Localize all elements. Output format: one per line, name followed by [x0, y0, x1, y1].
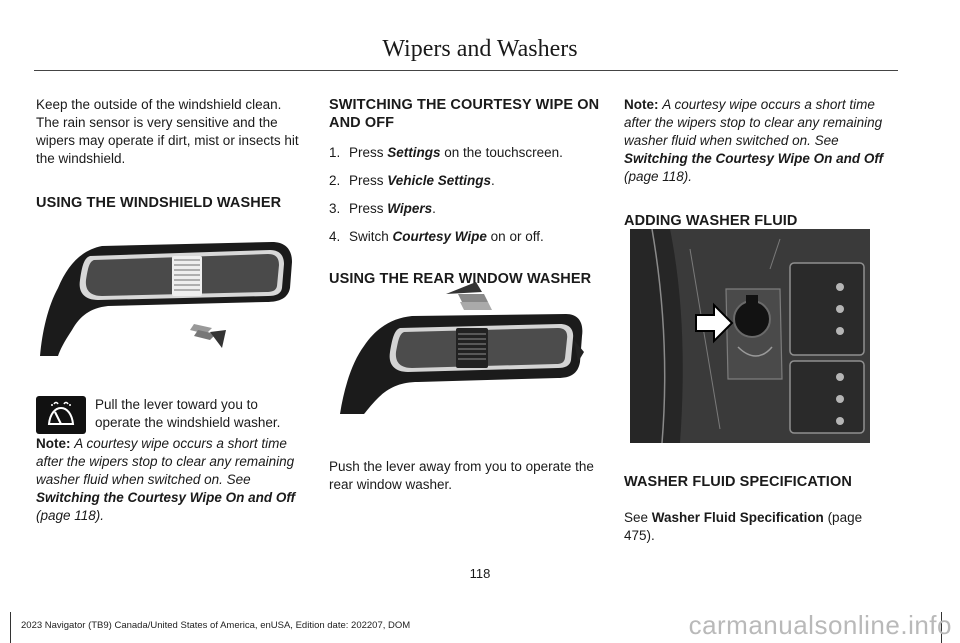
- column-2-rear: [329, 458, 601, 508]
- pull-lever-text: Pull the lever toward you to operate the windshield washer.: [95, 397, 281, 430]
- courtesy-wipe-heading: SWITCHING THE COURTESY WIPE ON AND OFF: [329, 97, 600, 131]
- edition-text: 2023 Navigator (TB9) Canada/United States of America, enUSA, Edition date: 202207, DOM: [21, 620, 411, 631]
- list-item: 1. Press Settings on the touchscreen.: [329, 145, 563, 160]
- note-text: A courtesy wipe occurs a short time after the wipers stop to clear any remaining washer fluid when switched on. See: [624, 97, 883, 148]
- steps-list: [329, 144, 601, 246]
- watermark: carmanualsonline.info: [688, 610, 952, 640]
- column-1-note: [36, 435, 302, 539]
- courtesy-wipe-link[interactable]: Switching the Courtesy Wipe On and Off: [36, 490, 296, 505]
- note-text: A courtesy wipe occurs a short time after the wipers stop to clear any remaining washer fluid when switched on. See: [36, 436, 295, 487]
- washer-fluid-spec-heading: WASHER FLUID SPECIFICATION: [624, 474, 852, 490]
- note-label: Note:: [624, 97, 659, 112]
- list-item: 2. Press Vehicle Settings.: [329, 173, 495, 188]
- title-rule: [34, 70, 898, 71]
- windshield-washer-heading: USING THE WINDSHIELD WASHER: [36, 195, 282, 211]
- page-title: Wipers and Washers: [382, 36, 578, 62]
- column-3-spec: [624, 473, 890, 559]
- note-page-ref: (page 118).: [36, 508, 105, 523]
- intro-paragraph: Keep the outside of the windshield clean. The rain sensor is very sensitive and the wipers may operate if dirt, mist or insects hit the windshield.: [36, 97, 299, 166]
- column-3: [624, 96, 890, 242]
- windshield-washer-icon: [36, 396, 86, 434]
- spec-pre: See: [624, 510, 652, 525]
- list-item: 3. Press Wipers.: [329, 201, 436, 216]
- crop-mark-left: [0, 612, 11, 643]
- rear-washer-text: Push the lever away from you to operate the rear window washer.: [329, 459, 594, 492]
- column-2: [329, 96, 601, 300]
- column-1: [36, 96, 302, 224]
- arrow-icon: [446, 282, 492, 310]
- rear-washer-heading: USING THE REAR WINDOW WASHER: [329, 271, 592, 287]
- list-item: 4. Switch Courtesy Wipe on or off.: [329, 229, 544, 244]
- washer-reservoir-illustration: [630, 229, 870, 443]
- note-label: Note:: [36, 436, 71, 451]
- windshield-lever-illustration: [34, 236, 296, 360]
- arrow-icon: [190, 324, 226, 348]
- adding-washer-fluid-heading: ADDING WASHER FLUID: [624, 213, 798, 229]
- rear-lever-illustration: [334, 278, 586, 418]
- washer-fluid-spec-link[interactable]: Washer Fluid Specification: [651, 510, 824, 525]
- courtesy-wipe-link[interactable]: Switching the Courtesy Wipe On and Off: [624, 151, 884, 166]
- note-page-ref: (page 118).: [624, 169, 693, 184]
- page-number: 118: [469, 566, 491, 581]
- spec-page-ref: (page 475).: [624, 510, 863, 543]
